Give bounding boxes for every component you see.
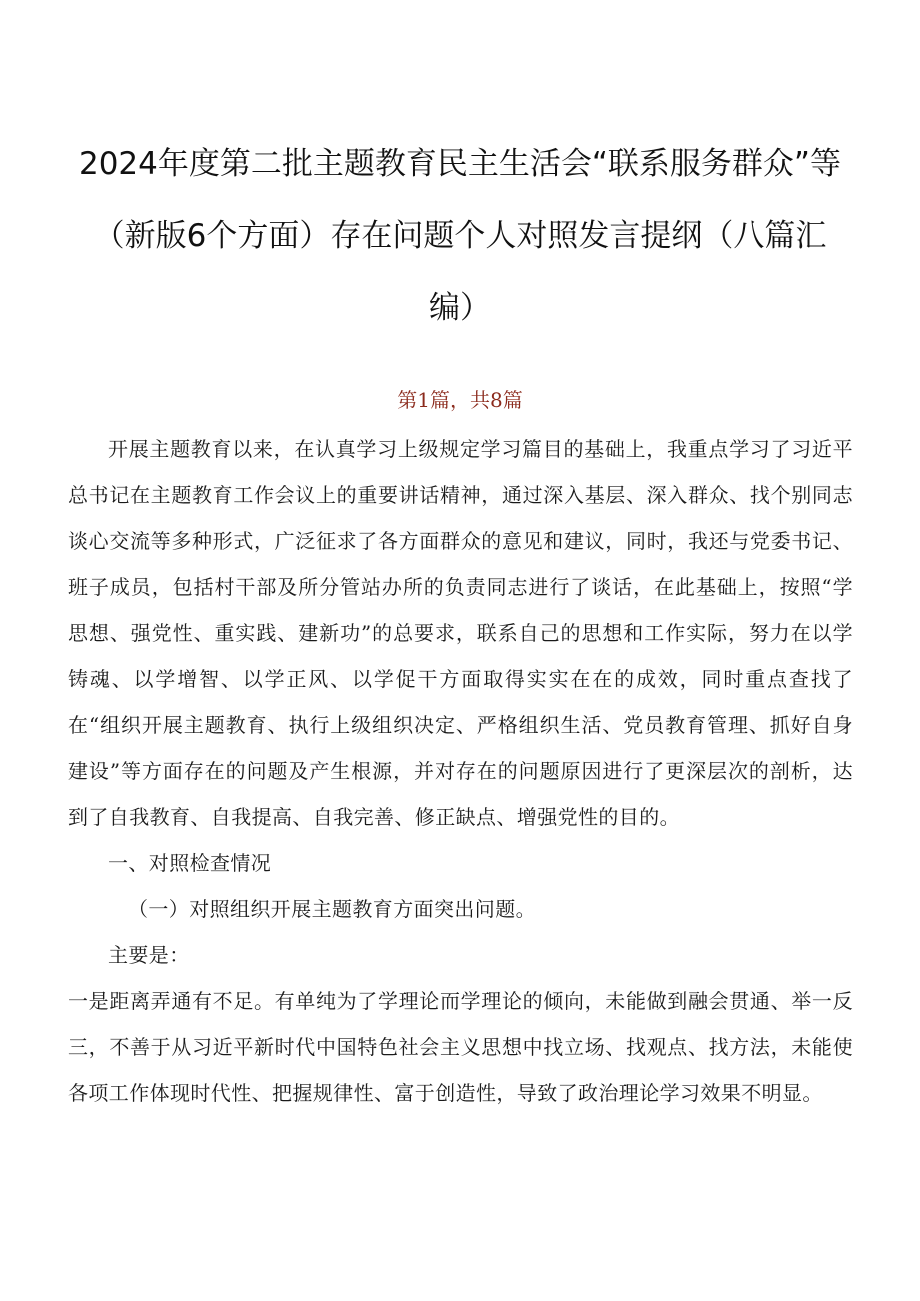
document-title [60,128,860,344]
title-line-1: 2024年度第二批主题教育民主生活会“联系服务群众”等 [78,146,841,182]
main-points-label: 主要是： [108,943,190,967]
title-line-3: 编） [429,290,491,326]
point-paragraph: 一是距离弄通有不足。有单纯为了学理论而学理论的倾向，未能做到融会贯通、举一反三，不善于从习近平新时代中国特色社会主义思想中找立场、找观点、找方法，未能使各项工作体现时代性、把握规律性、富于创造性，导致了政治理论学习效果不明显。 [68,989,853,1105]
title-line-2: （新版6个方面）存在问题个人对照发言提纲（八篇汇 [93,218,827,254]
intro-paragraph: 开展主题教育以来，在认真学习上级规定学习篇目的基础上，我重点学习了习近平总书记在主题教育工作会议上的重要讲话精神，通过深入基层、深入群众、找个别同志谈心交流等多种形式，广泛征求了各方面群众的意见和建议，同时，我还与党委书记、班子成员，包括村干部及所分管站办所的负责同志进行了谈话，在此基础上，按照“学思想、强党性、重实践、建新功”的总要求，联系自己的思想和工作实际，努力在以学铸魂、以学增智、以学正风、以学促干方面取得实实在在的成效，同时重点查找了在“组织开展主题教育、执行上级组织决定、严格组织生活、党员教育管理、抓好自身建设”等方面存在的问题及产生根源，并对存在的问题原因进行了更深层次的剖析，达到了自我教育、自我提高、自我完善、修正缺点、增强党性的目的。 [68,437,853,829]
document-body [68,426,853,1116]
section-heading: 一、对照检查情况 [108,851,272,875]
part-label: 第1篇，共8篇 [397,388,523,412]
subsection-heading: （一）对照组织开展主题教育方面突出问题。 [128,897,536,921]
